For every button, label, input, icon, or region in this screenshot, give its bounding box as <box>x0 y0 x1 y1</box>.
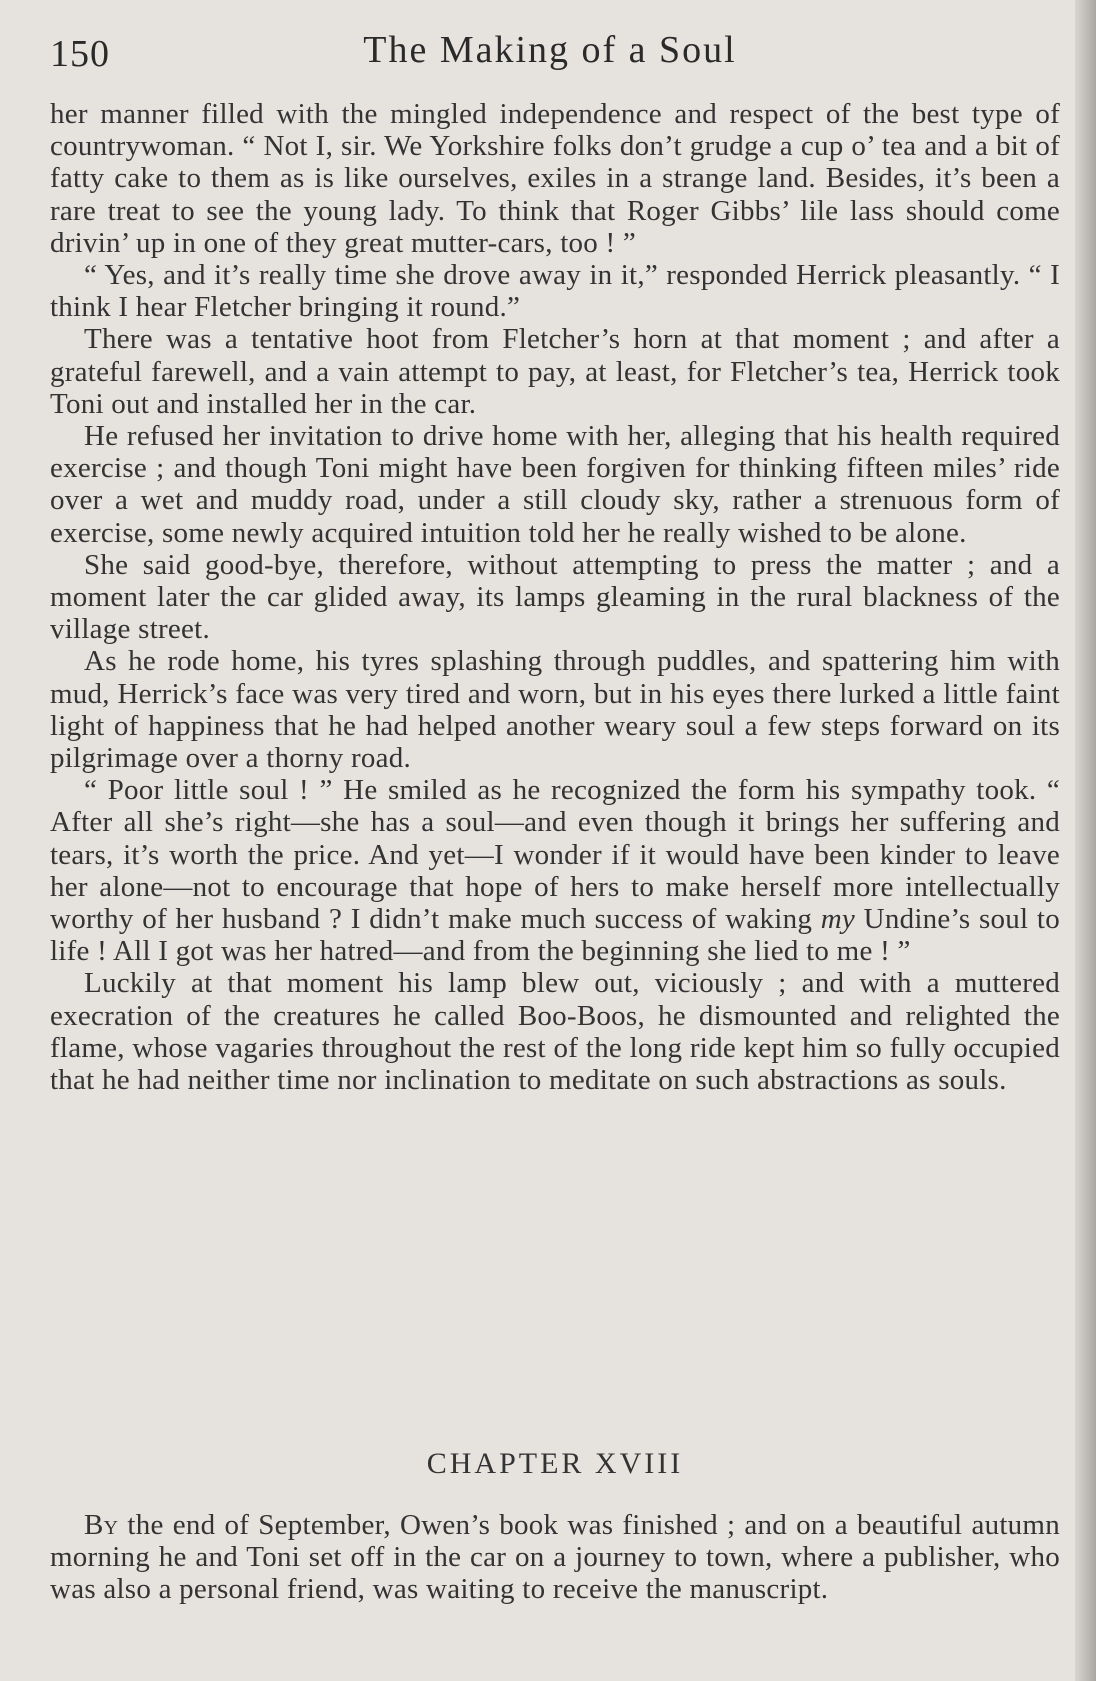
paragraph-1: her manner filled with the mingled independence and respect of the best type of countrywoman. “ Not I, sir. We Yorkshire folks don’t grudge a cup o’ tea and a bit of fatty cake to them as is like ourselves, exiles in a strange land. Besides, it’s been a rare treat to see the young lady. To think that Roger Gibbs’ lile lass should come drivin’ up in one of they great mutter-cars, too ! ” <box>50 98 1060 259</box>
chapter-heading: CHAPTER XVIII <box>426 1447 684 1480</box>
paragraph-7 <box>50 774 1060 967</box>
chapter-opening-paragraph <box>50 1509 1060 1606</box>
paragraph-5: She said good-bye, therefore, without attempting to press the matter ; and a moment later the car glided away, its lamps gleaming in the rural blackness of the village street. <box>50 548 1060 646</box>
paragraph-2: “ Yes, and it’s really time she drove away in it,” responded Herrick pleasantly. “ I think I hear Fletcher bringing it round.” <box>50 259 1060 324</box>
chapter-opening-text: the end of September, Owen’s book was finished ; and on a beautiful autumn morning he and Toni set off in the car on a journey to town, where a publisher, who was also a personal friend, was waiting to receive the manuscript. <box>50 1509 1060 1606</box>
paragraph-7-start: “ Poor little soul ! ” He smiled as he recognized the form his sympathy took. “ After all she’s right—she has a soul—and even though it brings her suffering and tears, it’s worth the price. And yet—I wonder if it would have been kinder to leave her alone—not to encourage that hope of hers to make herself more intellectually worthy of her husband ? I didn’t make much success of waking <box>50 774 1060 936</box>
chapter-opening <box>50 1509 1060 1606</box>
paragraph-7-italic: my <box>820 903 856 936</box>
paragraph-4: He refused her invitation to drive home with her, alleging that his health required exercise ; and though Toni might have been forgiven for thinking fifteen miles’ ride over a wet and muddy road, under a still cloudy sky, rather a strenuous form of exercise, some newly acquired intuition told her he really wished to be alone. <box>50 420 1060 549</box>
paragraph-3: There was a tentative hoot from Fletcher’s horn at that moment ; and after a grateful farewell, and a vain attempt to pay, at least, for Fletcher’s tea, Herrick took Toni out and installed her in the car. <box>50 323 1060 420</box>
body-text <box>50 98 1060 1096</box>
running-title: The Making of a Soul <box>363 29 737 71</box>
page-header <box>50 24 1050 84</box>
chapter-opening-caps: By <box>84 1509 119 1541</box>
paragraph-6: As he rode home, his tyres splashing through puddles, and spattering him with mud, Herrick’s face was very tired and worn, but in his eyes there lurked a little faint light of happiness that he had helped another weary soul a few steps forward on its pilgrimage over a thorny road. <box>50 645 1060 775</box>
paragraph-7-end: Undine’s soul to life ! All I got was her hatred—and from the beginning she lied to me ! ” <box>50 903 1060 968</box>
page-number: 150 <box>50 33 110 75</box>
page-edge-shadow <box>1075 0 1096 1681</box>
paragraph-8: Luckily at that moment his lamp blew out, viciously ; and with a muttered execration of the creatures he called Boo-Boos, he dismounted and relighted the flame, whose vagaries throughout the rest of the long ride kept him so fully occupied that he had neither time nor inclination to meditate on such abstractions as souls. <box>50 967 1060 1097</box>
